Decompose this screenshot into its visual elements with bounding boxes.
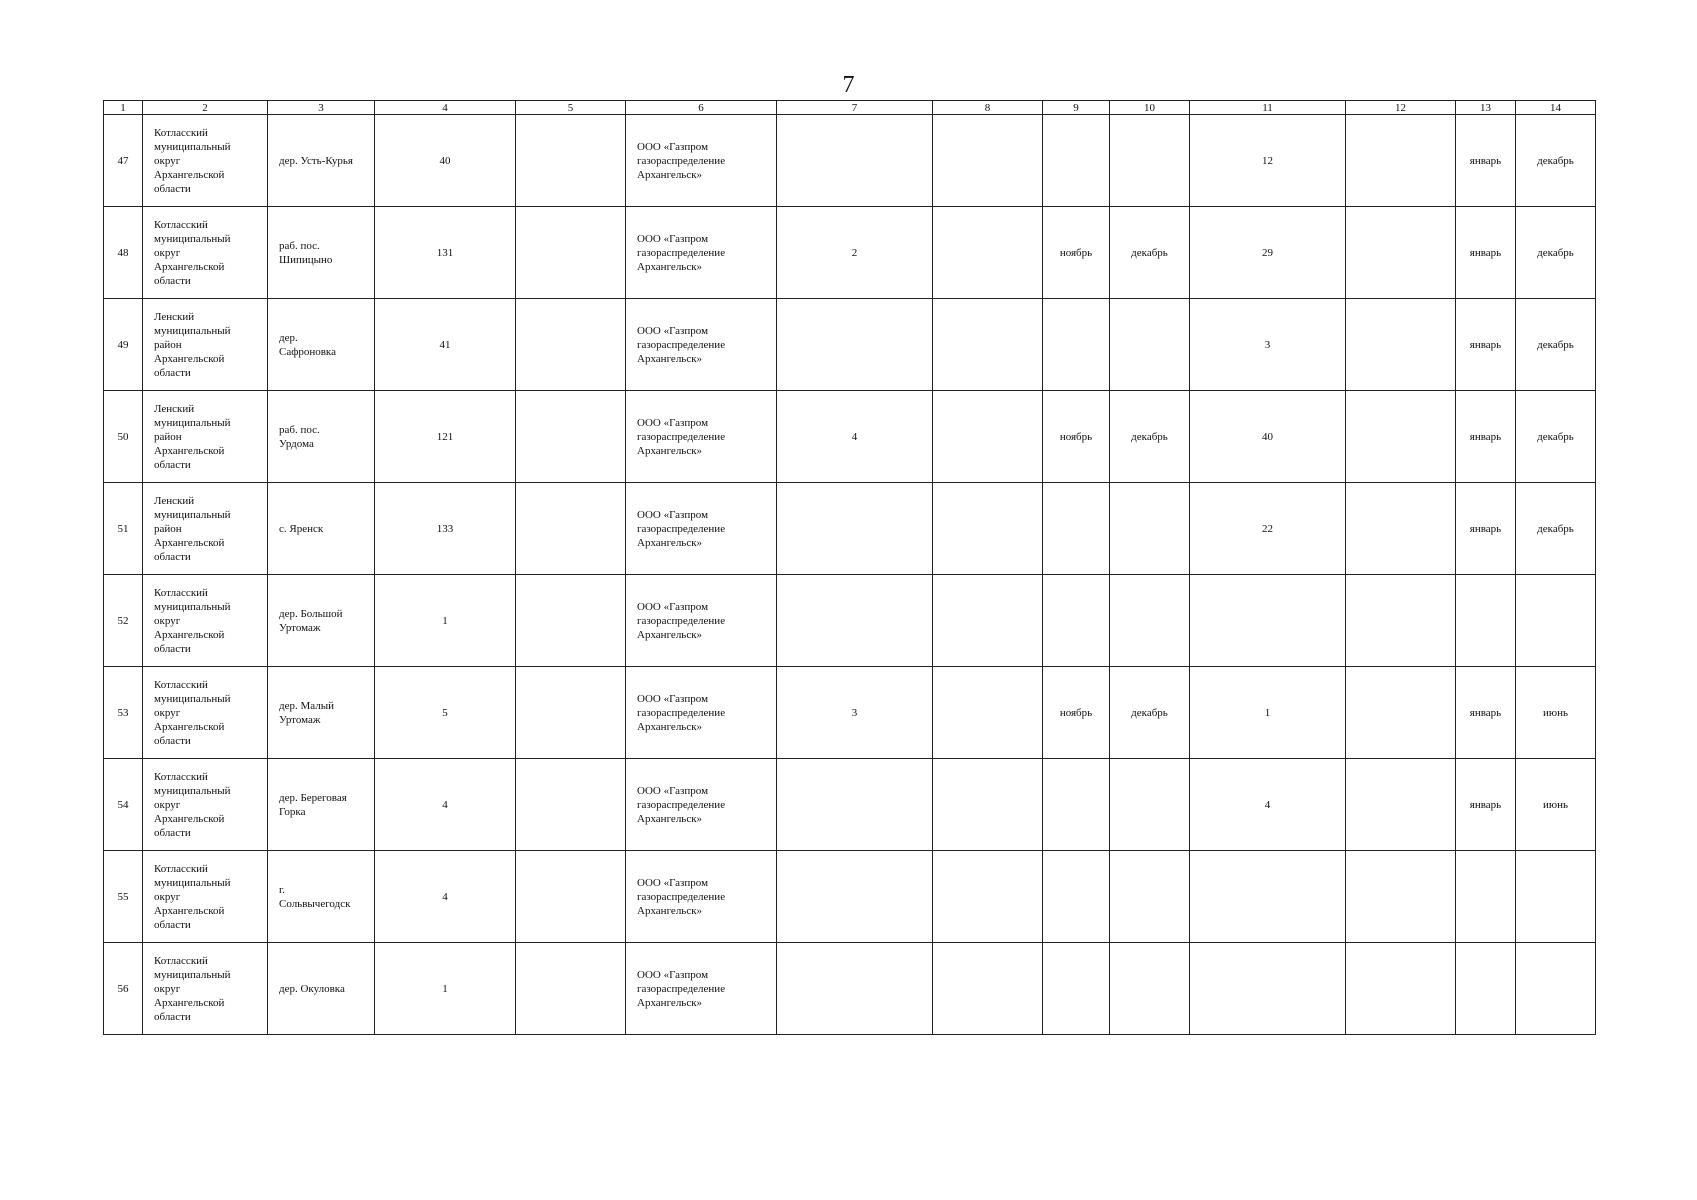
cell-text: декабрь [1537, 522, 1574, 535]
table-cell-col-5 [516, 299, 626, 391]
cell-text: ООО «Газпром газораспределение Архангельск» [637, 324, 726, 365]
cell-text: 121 [436, 430, 454, 443]
table-cell-col-13 [1456, 667, 1516, 759]
table-cell-col-4 [375, 759, 516, 851]
table-cell-col-8 [933, 115, 1043, 207]
cell-text: ООО «Газпром газораспределение Архангельск» [637, 784, 726, 825]
column-header: 9 [1043, 101, 1110, 115]
column-header: 13 [1456, 101, 1516, 115]
cell-text: июнь [1542, 706, 1568, 719]
cell-text: декабрь [1131, 706, 1168, 719]
table-cell-col-14 [1516, 299, 1596, 391]
table-cell-col-14 [1516, 667, 1596, 759]
table-cell-col-2 [143, 483, 268, 575]
table-cell-col-11 [1190, 667, 1346, 759]
cell-text: 5 [442, 706, 448, 719]
column-header: 8 [933, 101, 1043, 115]
table-cell-col-6 [626, 575, 777, 667]
table-cell-col-13 [1456, 115, 1516, 207]
table-cell-col-7 [777, 207, 933, 299]
table-cell-col-6 [626, 667, 777, 759]
table-cell-col-2 [143, 667, 268, 759]
cell-text: 1 [442, 614, 448, 627]
table-cell-col-1 [104, 851, 143, 943]
table-cell-col-9 [1043, 391, 1110, 483]
table-cell-col-1 [104, 575, 143, 667]
cell-text: Котласский муниципальный округ Архангельской области [154, 218, 231, 287]
cell-text: дер. Окуловка [279, 982, 345, 995]
table-cell-col-1 [104, 483, 143, 575]
table-cell-col-10 [1110, 115, 1190, 207]
table-cell-col-5 [516, 575, 626, 667]
table-cell-col-4 [375, 483, 516, 575]
cell-text: 41 [439, 338, 451, 351]
cell-text: 12 [1262, 154, 1273, 167]
table-cell-col-5 [516, 207, 626, 299]
table-cell-col-8 [933, 391, 1043, 483]
cell-text: 4 [851, 430, 858, 443]
table-cell-col-11 [1190, 207, 1346, 299]
table-cell-col-4 [375, 391, 516, 483]
table-cell-col-8 [933, 207, 1043, 299]
table-cell-col-11 [1190, 299, 1346, 391]
table-cell-col-8 [933, 299, 1043, 391]
column-header: 14 [1516, 101, 1596, 115]
cell-text: ООО «Газпром газораспределение Архангельск» [637, 416, 726, 457]
cell-text: декабрь [1537, 430, 1574, 443]
table-row [104, 943, 1596, 1035]
cell-text: ноябрь [1059, 246, 1093, 259]
cell-text: дер. Береговая Горка [279, 791, 347, 818]
table-cell-col-14 [1516, 483, 1596, 575]
table-cell-col-3 [268, 851, 375, 943]
table-cell-col-3 [268, 759, 375, 851]
table-cell-col-5 [516, 851, 626, 943]
table-cell-col-7 [777, 483, 933, 575]
column-header: 3 [268, 101, 375, 115]
table-cell-col-6 [626, 115, 777, 207]
table-cell-col-6 [626, 759, 777, 851]
cell-text: ноябрь [1059, 706, 1093, 719]
table-cell-col-3 [268, 115, 375, 207]
table-cell-col-9 [1043, 575, 1110, 667]
table-cell-col-7 [777, 667, 933, 759]
table-cell-col-4 [375, 667, 516, 759]
cell-text: декабрь [1131, 430, 1168, 443]
table-cell-col-14 [1516, 207, 1596, 299]
table-cell-col-4 [375, 207, 516, 299]
column-header: 5 [516, 101, 626, 115]
cell-text: 51 [117, 522, 129, 535]
table-cell-col-14 [1516, 391, 1596, 483]
table-cell-col-14 [1516, 851, 1596, 943]
table-cell-col-3 [268, 483, 375, 575]
cell-text: январь [1469, 706, 1502, 719]
cell-text: 55 [117, 890, 129, 903]
table-body [104, 115, 1596, 1035]
table-cell-col-9 [1043, 483, 1110, 575]
table-row [104, 759, 1596, 851]
table-cell-col-13 [1456, 299, 1516, 391]
cell-text: 53 [117, 706, 129, 719]
cell-text: ООО «Газпром газораспределение Архангельск» [637, 692, 726, 733]
table-cell-col-7 [777, 299, 933, 391]
table-cell-col-3 [268, 943, 375, 1035]
table-cell-col-12 [1346, 851, 1456, 943]
table-cell-col-6 [626, 943, 777, 1035]
cell-text: 4 [1264, 798, 1271, 811]
column-header: 7 [777, 101, 933, 115]
table-cell-col-1 [104, 667, 143, 759]
table-cell-col-14 [1516, 943, 1596, 1035]
cell-text: ООО «Газпром газораспределение Архангельск» [637, 600, 726, 641]
schedule-table [103, 100, 1596, 1035]
table-cell-col-13 [1456, 575, 1516, 667]
table-cell-col-9 [1043, 667, 1110, 759]
table-cell-col-12 [1346, 299, 1456, 391]
table-cell-col-12 [1346, 943, 1456, 1035]
cell-text: раб. пос. Урдома [279, 423, 320, 450]
table-cell-col-9 [1043, 759, 1110, 851]
cell-text: Котласский муниципальный округ Архангельской области [154, 586, 231, 655]
table-cell-col-5 [516, 759, 626, 851]
cell-text: ООО «Газпром газораспределение Архангельск» [637, 876, 726, 917]
cell-text: Ленский муниципальный район Архангельской области [154, 402, 231, 471]
table-cell-col-1 [104, 207, 143, 299]
cell-text: ООО «Газпром газораспределение Архангельск» [637, 968, 726, 1009]
table-cell-col-6 [626, 207, 777, 299]
table-cell-col-4 [375, 299, 516, 391]
table-cell-col-2 [143, 391, 268, 483]
cell-text: Котласский муниципальный округ Архангельской области [154, 862, 231, 931]
table-cell-col-13 [1456, 483, 1516, 575]
table-cell-col-3 [268, 667, 375, 759]
cell-text: с. Яренск [279, 522, 324, 535]
cell-text: 29 [1262, 246, 1273, 259]
table-cell-col-12 [1346, 759, 1456, 851]
page-number: 7 [842, 72, 855, 98]
table-cell-col-5 [516, 391, 626, 483]
table-cell-col-2 [143, 943, 268, 1035]
table-cell-col-10 [1110, 851, 1190, 943]
table-cell-col-10 [1110, 759, 1190, 851]
table-cell-col-1 [104, 391, 143, 483]
table-row [104, 299, 1596, 391]
table-cell-col-6 [626, 483, 777, 575]
column-header: 12 [1346, 101, 1456, 115]
table-cell-col-8 [933, 667, 1043, 759]
table-cell-col-2 [143, 851, 268, 943]
cell-text: дер. Малый Уртомаж [279, 699, 335, 726]
cell-text: дер. Усть-Курья [279, 154, 353, 167]
table-cell-col-10 [1110, 483, 1190, 575]
cell-text: дер. Большой Уртомаж [279, 607, 343, 634]
table-cell-col-13 [1456, 851, 1516, 943]
cell-text: 52 [117, 614, 129, 627]
table-cell-col-1 [104, 759, 143, 851]
table-cell-col-8 [933, 851, 1043, 943]
table-row [104, 575, 1596, 667]
cell-text: 1 [1264, 706, 1271, 719]
cell-text: 4 [442, 798, 448, 811]
cell-text: декабрь [1131, 246, 1168, 259]
cell-text: декабрь [1537, 338, 1574, 351]
cell-text: январь [1469, 430, 1502, 443]
cell-text: 40 [1262, 430, 1273, 443]
table-cell-col-12 [1346, 207, 1456, 299]
cell-text: 131 [436, 246, 454, 259]
table-row [104, 391, 1596, 483]
table-cell-col-11 [1190, 575, 1346, 667]
table-cell-col-13 [1456, 943, 1516, 1035]
table-cell-col-8 [933, 483, 1043, 575]
table-cell-col-5 [516, 115, 626, 207]
cell-text: Котласский муниципальный округ Архангельской области [154, 126, 231, 195]
cell-text: январь [1469, 522, 1502, 535]
cell-text: 50 [117, 430, 129, 443]
table-cell-col-12 [1346, 115, 1456, 207]
table-cell-col-6 [626, 851, 777, 943]
cell-text: январь [1469, 154, 1502, 167]
table-cell-col-10 [1110, 575, 1190, 667]
table-cell-col-13 [1456, 207, 1516, 299]
column-header: 1 [104, 101, 143, 115]
table-cell-col-2 [143, 299, 268, 391]
cell-text: ООО «Газпром газораспределение Архангельск» [637, 232, 726, 273]
column-header: 6 [626, 101, 777, 115]
table-cell-col-12 [1346, 575, 1456, 667]
table-cell-col-3 [268, 391, 375, 483]
table-cell-col-10 [1110, 391, 1190, 483]
table-cell-col-4 [375, 575, 516, 667]
cell-text: Ленский муниципальный район Архангельской области [154, 494, 231, 563]
cell-text: 54 [117, 798, 129, 811]
table-cell-col-1 [104, 299, 143, 391]
table-cell-col-12 [1346, 667, 1456, 759]
cell-text: ООО «Газпром газораспределение Архангельск» [637, 508, 726, 549]
cell-text: 22 [1262, 522, 1273, 535]
cell-text: 47 [117, 154, 129, 167]
cell-text: раб. пос. Шипицыно [279, 239, 333, 266]
column-header: 4 [375, 101, 516, 115]
cell-text: 2 [851, 246, 858, 259]
header-row [104, 101, 1596, 115]
cell-text: Ленский муниципальный район Архангельской области [154, 310, 231, 379]
table-row [104, 483, 1596, 575]
table-cell-col-1 [104, 943, 143, 1035]
table-cell-col-11 [1190, 943, 1346, 1035]
table-cell-col-5 [516, 483, 626, 575]
table-cell-col-9 [1043, 299, 1110, 391]
table-cell-col-11 [1190, 391, 1346, 483]
table-cell-col-7 [777, 115, 933, 207]
table-cell-col-8 [933, 759, 1043, 851]
table-cell-col-6 [626, 299, 777, 391]
column-header: 11 [1190, 101, 1346, 115]
table-cell-col-9 [1043, 115, 1110, 207]
table-row [104, 667, 1596, 759]
table-cell-col-2 [143, 575, 268, 667]
cell-text: ноябрь [1059, 430, 1093, 443]
table-cell-col-4 [375, 943, 516, 1035]
cell-text: январь [1469, 798, 1502, 811]
table-cell-col-13 [1456, 391, 1516, 483]
table-cell-col-5 [516, 667, 626, 759]
table-cell-col-10 [1110, 299, 1190, 391]
cell-text: 56 [117, 982, 129, 995]
cell-text: 4 [442, 890, 448, 903]
table-cell-col-4 [375, 851, 516, 943]
table-cell-col-7 [777, 391, 933, 483]
table-cell-col-9 [1043, 207, 1110, 299]
cell-text: 48 [117, 246, 129, 259]
table-cell-col-9 [1043, 851, 1110, 943]
table-cell-col-1 [104, 115, 143, 207]
table-cell-col-8 [933, 575, 1043, 667]
table-cell-col-10 [1110, 207, 1190, 299]
table-cell-col-9 [1043, 943, 1110, 1035]
table-cell-col-4 [375, 115, 516, 207]
cell-text: 1 [442, 982, 448, 995]
table-cell-col-7 [777, 759, 933, 851]
table-cell-col-5 [516, 943, 626, 1035]
table-cell-col-11 [1190, 851, 1346, 943]
cell-text: г. Сольвычегодск [279, 883, 351, 910]
table-cell-col-10 [1110, 943, 1190, 1035]
cell-text: дер. Сафроновка [279, 331, 336, 358]
table-cell-col-2 [143, 759, 268, 851]
cell-text: Котласский муниципальный округ Архангельской области [154, 954, 231, 1023]
cell-text: 40 [439, 154, 451, 167]
cell-text: декабрь [1537, 154, 1574, 167]
table-cell-col-12 [1346, 483, 1456, 575]
table-cell-col-7 [777, 575, 933, 667]
table-row [104, 207, 1596, 299]
table-cell-col-14 [1516, 759, 1596, 851]
cell-text: Котласский муниципальный округ Архангельской области [154, 770, 231, 839]
table-cell-col-3 [268, 207, 375, 299]
table-row [104, 851, 1596, 943]
cell-text: декабрь [1537, 246, 1574, 259]
cell-text: январь [1469, 246, 1502, 259]
table-cell-col-2 [143, 115, 268, 207]
column-header: 10 [1110, 101, 1190, 115]
table-cell-col-12 [1346, 391, 1456, 483]
table-cell-col-6 [626, 391, 777, 483]
table-cell-col-7 [777, 851, 933, 943]
cell-text: январь [1469, 338, 1502, 351]
cell-text: 133 [436, 522, 454, 535]
table-cell-col-14 [1516, 115, 1596, 207]
cell-text: Котласский муниципальный округ Архангельской области [154, 678, 231, 747]
table-cell-col-7 [777, 943, 933, 1035]
table-row [104, 115, 1596, 207]
table-cell-col-11 [1190, 759, 1346, 851]
cell-text: 3 [851, 706, 858, 719]
table-cell-col-10 [1110, 667, 1190, 759]
cell-text: 49 [117, 338, 129, 351]
column-header: 2 [143, 101, 268, 115]
table-cell-col-3 [268, 299, 375, 391]
table-cell-col-14 [1516, 575, 1596, 667]
table-cell-col-2 [143, 207, 268, 299]
table-cell-col-11 [1190, 115, 1346, 207]
cell-text: ООО «Газпром газораспределение Архангельск» [637, 140, 726, 181]
cell-text: июнь [1542, 798, 1568, 811]
cell-text: 3 [1264, 338, 1271, 351]
table-cell-col-13 [1456, 759, 1516, 851]
table-cell-col-8 [933, 943, 1043, 1035]
table-cell-col-11 [1190, 483, 1346, 575]
table-cell-col-3 [268, 575, 375, 667]
